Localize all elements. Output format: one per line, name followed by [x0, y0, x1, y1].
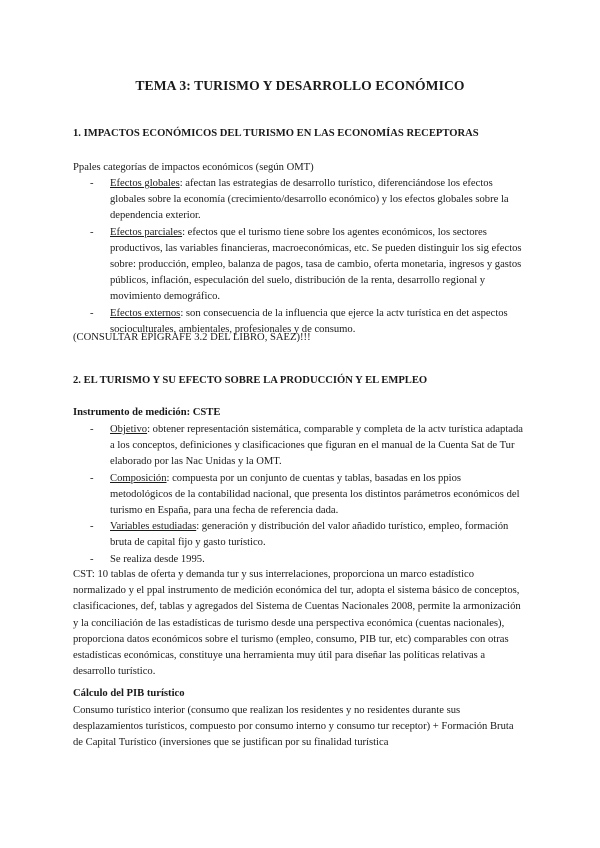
section-1-heading: 1. IMPACTOS ECONÓMICOS DEL TURISMO EN LAS ECONOMÍAS RECEPTORAS [73, 128, 479, 139]
dash-bullet: - [90, 178, 94, 189]
dash-bullet: - [90, 307, 94, 319]
list-item [73, 225, 525, 306]
section-1-intro: Ppales categorías de impactos económicos (según OMT) [73, 162, 314, 173]
list-item-text: : afectan las estrategias de desarrollo turístico, diferenciándose los efectos globales sobre la economía (crecimiento/desarrollo económico) y los efectos globales sobre la dependencia exterior. [110, 178, 509, 222]
list-item [73, 471, 525, 520]
dash-bullet: - [90, 472, 94, 484]
pib-heading: Cálculo del PIB turístico [73, 688, 185, 699]
section-1-list [73, 176, 525, 338]
dash-bullet: - [90, 226, 94, 238]
list-item-term: Efectos parciales [110, 226, 183, 238]
list-item-text: Se realiza desde 1995. [110, 553, 205, 565]
list-item-text: : generación y distribución del valor añadido turístico, empleo, formación bruta de capital fijo y gasto turístico. [110, 521, 509, 549]
dash-bullet: - [90, 553, 94, 565]
list-item [73, 176, 525, 225]
list-item-text: : compuesta por un conjunto de cuentas y tablas, basadas en los ppios metodológicos de la contabilidad nacional, que presenta los distintos parámetros económicos del turismo en España, para una fecha de referencia dada. [110, 472, 520, 517]
list-item [73, 552, 525, 568]
dash-bullet: - [90, 424, 94, 435]
list-item-term: Efectos externos [110, 307, 181, 319]
dash-bullet: - [90, 521, 94, 533]
list-item-term: Composición [110, 472, 167, 484]
list-item [73, 422, 525, 471]
list-item-text: : efectos que el turismo tiene sobre los agentes económicos, los sectores productivos, las variables financieras, macroeconómicas, etc. Se pueden distinguir los sig efectos sobre: producción, empleo, balanza de pagos, tasa de cambio, oferta monetaria, ingresos y gastos públicos, inflación, especulación del suelo, distribución de la renta, desarrollo regional y movimiento demográfico. [110, 226, 522, 303]
section-1-note: (CONSULTAR EPÍGRAFE 3.2 DEL LIBRO, SAEZ)!!! [73, 332, 311, 343]
list-item [73, 519, 525, 551]
section-2-subheading: Instrumento de medición: CSTE [73, 407, 221, 418]
list-item-text: : son consecuencia de la influencia que ejerce la actv turística en det aspectos socioculturales, ambientales, profesionales y de consumo. [110, 307, 508, 335]
list-item-text: : obtener representación sistemática, comparable y completa de la actv turística adaptada a los conceptos, definiciones y clasificaciones que figuran en el manual de la Cuenta Sat de Tur elaborado por las Nac Unidas y la OMT. [110, 424, 523, 468]
list-item-term: Objetivo [110, 424, 148, 435]
list-item-term: Efectos globales [110, 178, 180, 189]
document-title: TEMA 3: TURISMO Y DESARROLLO ECONÓMICO [135, 78, 465, 93]
section-2-list [73, 422, 525, 568]
pib-paragraph: Consumo turístico interior (consumo que realizan los residentes y no residentes durante sus desplazamientos turísticos, compuesto por consumo interno y consumo tur receptor) + Formación Bruta de Capital Turístico (inversiones que se justifican por su finalidad turística [73, 705, 514, 749]
list-item-term: Variables estudiadas [110, 521, 197, 533]
section-2-heading: 2. EL TURISMO Y SU EFECTO SOBRE LA PRODUCCIÓN Y EL EMPLEO [73, 375, 428, 386]
cst-paragraph: CST: 10 tablas de oferta y demanda tur y sus interrelaciones, proporciona un marco estadístico normalizado y el ppal instrumento de medición económica del tur, adopta el sistema básico de conceptos, clasificaciones, def, tablas y agregados del Sistema de Cuentas Nacionales 2008, permite la armonización y la conciliación de las estadísticas de turismo desde una perspectiva económica (cuentas nacionales), proporciona datos económicos sobre el turismo (empleo, consumo, PIB tur, etc) comparables con otras estadísticas económicas, constituye una herramienta muy útil para diseñar las políticas relativas a desarrollo turístico. [73, 569, 521, 678]
